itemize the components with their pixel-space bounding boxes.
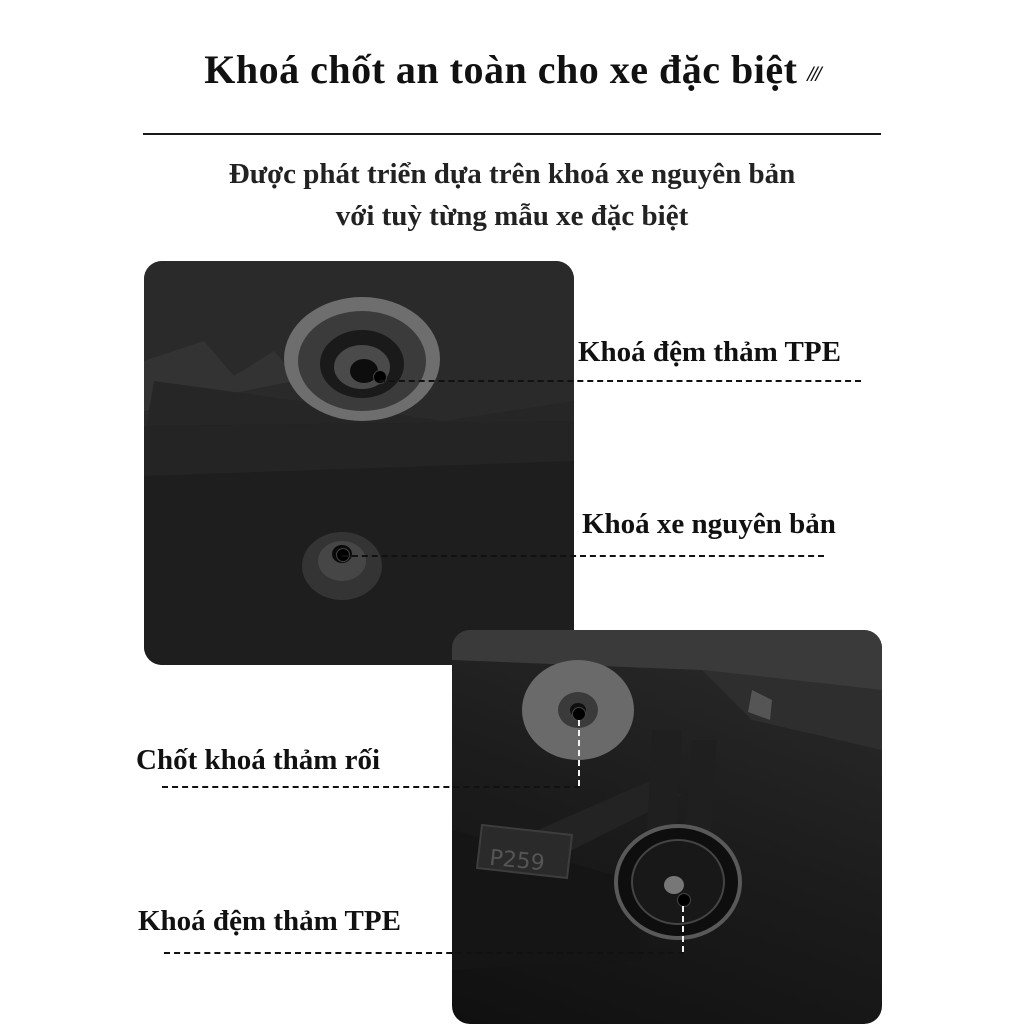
bottom-photo-illustration: [452, 630, 882, 1024]
callout-label-original-lock: Khoá xe nguyên bản: [582, 508, 836, 540]
subtitle-line-1: Được phát triển dựa trên khoá xe nguyên bản: [228, 158, 796, 190]
callout-label-tpe-lower: Khoá đệm thảm TPE: [138, 905, 401, 937]
callout-line-tpe-upper: [379, 380, 861, 382]
top-photo-illustration: [144, 261, 574, 665]
callout-line-original-lock: [342, 555, 824, 557]
title-divider: [143, 133, 881, 135]
title-text: Khoá chốt an toàn cho xe đặc biệt: [204, 47, 798, 92]
callout-line-felt-clip: [162, 786, 580, 788]
page-title: [0, 46, 1024, 93]
subtitle-line-2: với tuỳ từng mẫu xe đặc biệt: [335, 200, 689, 232]
callout-line-tpe-lower: [164, 952, 684, 954]
svg-text:P259: P259: [488, 845, 546, 877]
tpe-clip-lower: [616, 826, 740, 938]
callout-vline-tpe-lower: [682, 906, 684, 952]
embossed-mat-marking: [477, 825, 572, 878]
callout-dot-tpe-lower: [677, 893, 691, 907]
bottom-product-photo: [452, 630, 882, 1024]
original-car-clip: [302, 532, 382, 600]
callout-label-tpe-upper: Khoá đệm thảm TPE: [578, 336, 841, 368]
top-product-photo: [144, 261, 574, 665]
callout-label-felt-clip: Chốt khoá thảm rối: [136, 744, 381, 776]
callout-dot-felt-clip: [572, 707, 586, 721]
title-slash-mark: ///: [807, 60, 820, 86]
tpe-clip-upper: [284, 297, 440, 421]
callout-vline-felt-clip: [578, 720, 580, 786]
